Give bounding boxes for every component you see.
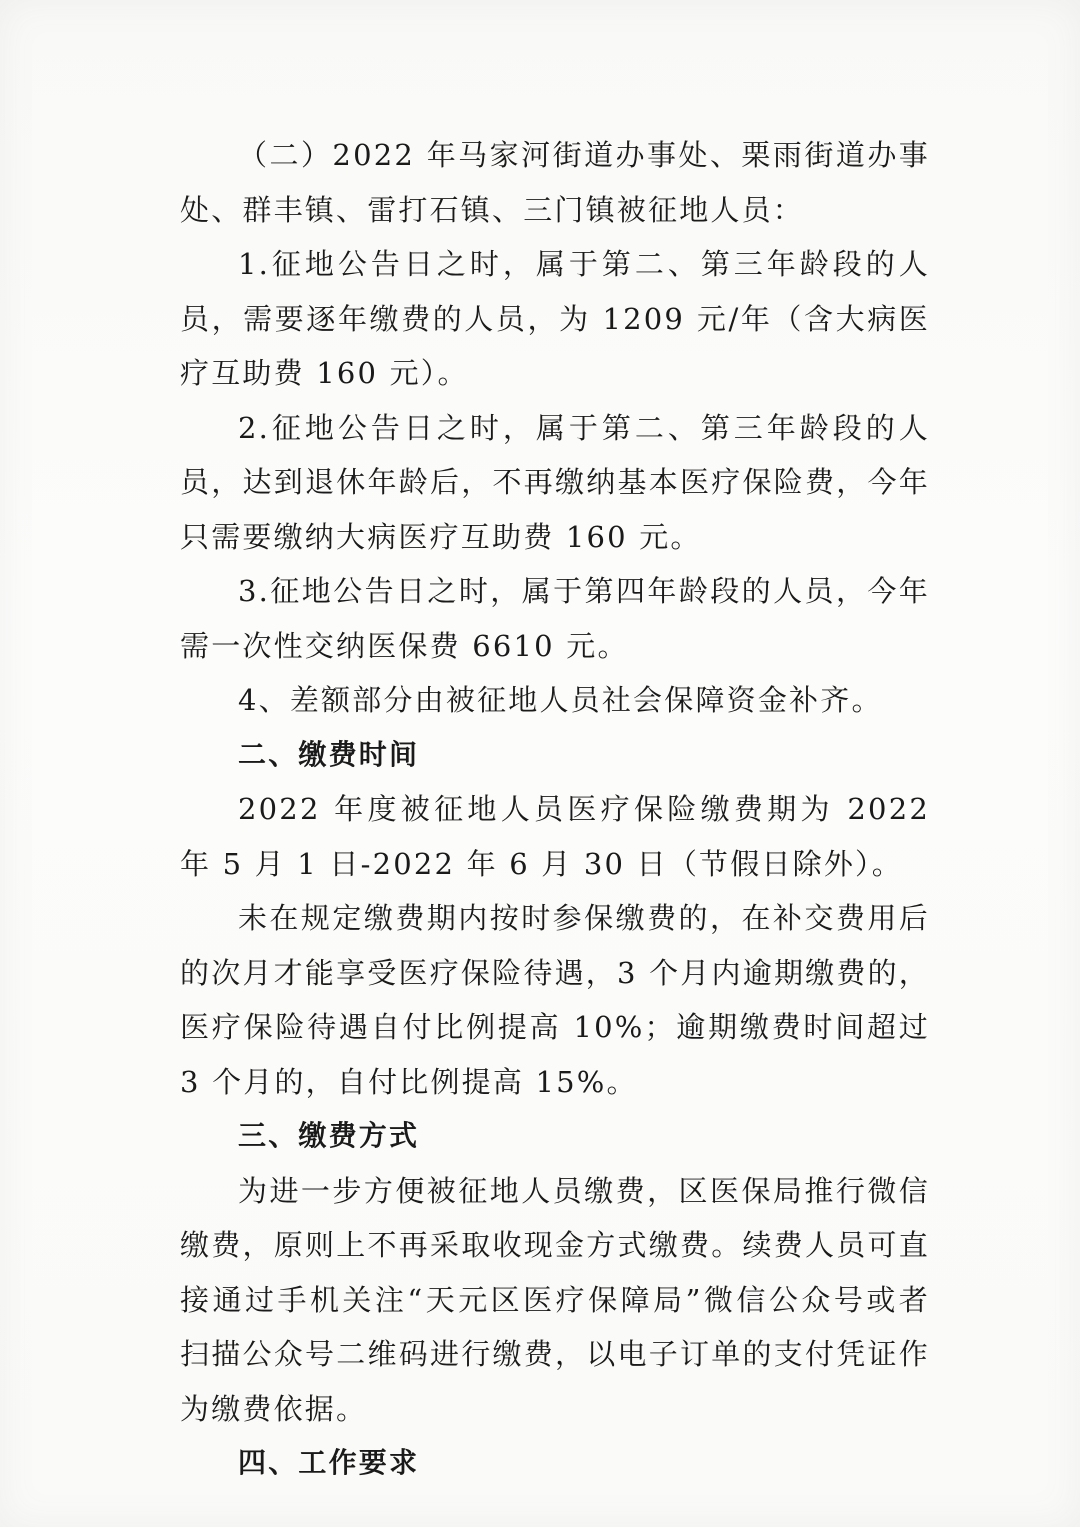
list-item-3: 3.征地公告日之时，属于第四年龄段的人员，今年需一次性交纳医保费 6610 元。 [180, 574, 930, 663]
section-two-intro: （二）2022 年马家河街道办事处、栗雨街道办事处、群丰镇、雷打石镇、三门镇被征地人员： [180, 138, 930, 227]
heading-work-requirements: 四、工作要求 [238, 1446, 420, 1479]
late-payment-paragraph: 未在规定缴费期内按时参保缴费的，在补交费用后的次月才能享受医疗保险待遇，3 个月内逾期缴费的，医疗保险待遇自付比例提高 10%；逾期缴费时间超过 3 个月的，自付比例提高 15%。 [180, 901, 930, 1099]
payment-period-paragraph: 2022 年度被征地人员医疗保险缴费期为 2022 年 5 月 1 日-2022 年 6 月 30 日（节假日除外）。 [180, 792, 930, 881]
list-item-4: 4、差额部分由被征地人员社会保障资金补齐。 [238, 683, 883, 717]
list-item-1: 1.征地公告日之时，属于第二、第三年龄段的人员，需要逐年缴费的人员，为 1209 元/年（含大病医疗互助费 160 元）。 [180, 247, 930, 390]
heading-payment-method: 三、缴费方式 [238, 1119, 420, 1152]
payment-method-paragraph: 为进一步方便被征地人员缴费，区医保局推行微信缴费，原则上不再采取收现金方式缴费。续费人员可直接通过手机关注“天元区医疗保障局”微信公众号或者扫描公众号二维码进行缴费，以电子订单的支付凭证作为缴费依据。 [180, 1173, 930, 1426]
heading-payment-time: 二、缴费时间 [238, 737, 420, 771]
list-item-2: 2.征地公告日之时，属于第二、第三年龄段的人员，达到退休年龄后，不再缴纳基本医疗保险费，今年只需要缴纳大病医疗互助费 160 元。 [180, 410, 930, 554]
document-body [180, 128, 930, 1491]
